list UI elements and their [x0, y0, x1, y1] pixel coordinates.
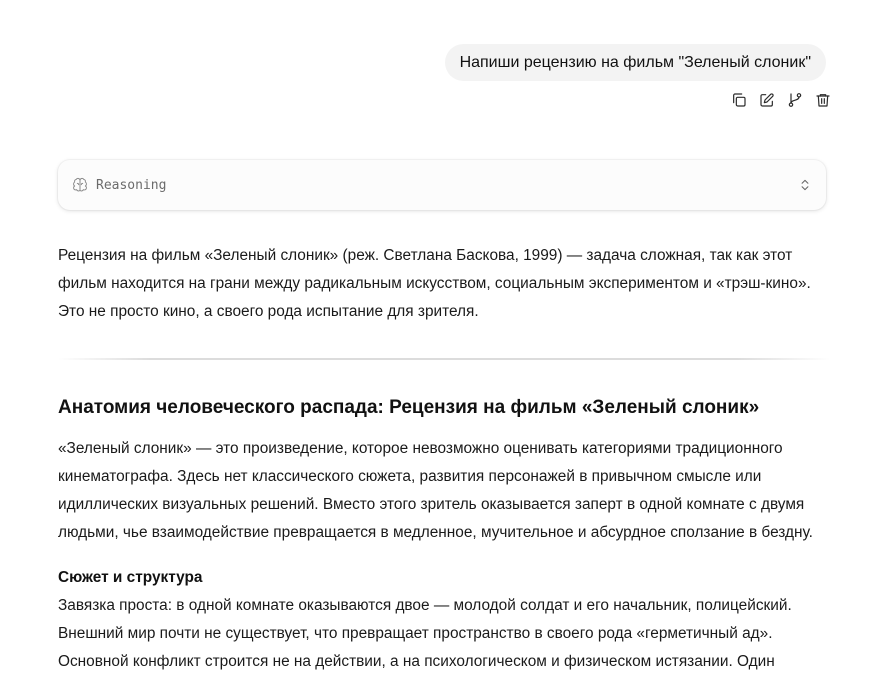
user-message-bubble: Напиши рецензию на фильм "Зеленый слоник" [445, 44, 826, 81]
divider [58, 358, 830, 360]
delete-button[interactable] [809, 90, 837, 110]
answer-paragraph: Завязка проста: в одной комнате оказываются двое — молодой солдат и его начальник, полицейский. Внешний мир почти не существует, что превращает пространство в своего рода «герметичный ад». Основной конфликт строится не на действии, а на психологическом и физическом истязании. Один [58, 597, 792, 670]
copy-button[interactable] [725, 90, 753, 110]
reasoning-toggle[interactable] [58, 160, 826, 210]
answer-paragraph: «Зеленый слоник» — это произведение, которое невозможно оценивать категориями традиционного кинематографа. Здесь нет классического сюжета, развития персонажей в привычном смысле или идиллических визуальных решений. Вместо этого зритель оказывается заперт в одной комнате с двумя людьми, чье взаимодействие превращается в медленное, мучительное и абсурдное сползание в бездну. [58, 440, 813, 541]
assistant-answer [58, 242, 830, 676]
message-actions [725, 90, 837, 110]
brain-icon [72, 177, 88, 193]
chevron-up-down-icon [798, 178, 812, 192]
copy-icon [731, 92, 747, 108]
branch-button[interactable] [781, 90, 809, 110]
answer-heading: Анатомия человеческого распада: Рецензия на фильм «Зеленый слоник» [58, 397, 760, 418]
edit-icon [759, 92, 775, 108]
answer-subheading: Сюжет и структура [58, 569, 203, 586]
edit-button[interactable] [753, 90, 781, 110]
trash-icon [815, 92, 831, 108]
answer-intro: Рецензия на фильм «Зеленый слоник» (реж. Светлана Баскова, 1999) — задача сложная, так как этот фильм находится на грани между радикальным искусством, социальным экспериментом и «трэш-кино». Это не просто кино, а своего рода испытание для зрителя. [58, 247, 811, 320]
reasoning-label: Reasoning [96, 177, 167, 193]
branch-icon [787, 92, 803, 108]
user-message-row [445, 44, 826, 81]
